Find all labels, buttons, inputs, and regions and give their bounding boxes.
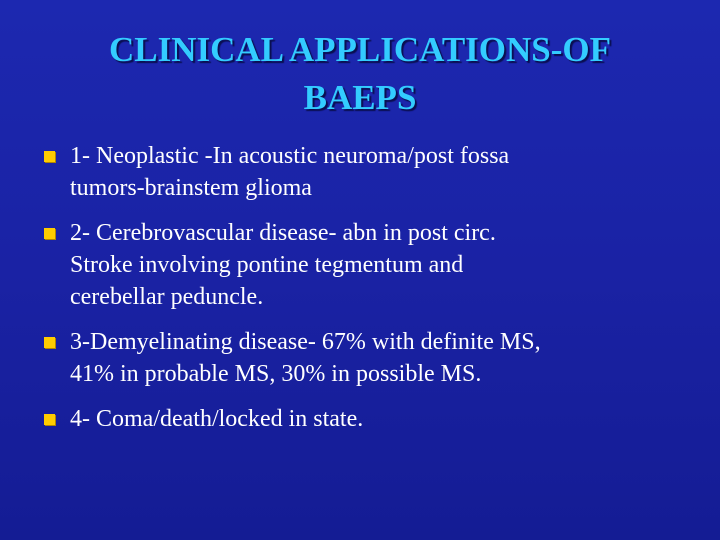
slide-title [40,26,680,122]
bullet-line: tumors-brainstem glioma [70,175,312,201]
bullet-line: 2- Cerebrovascular disease- abn in post circ. [70,220,496,246]
square-bullet-icon [44,337,55,348]
bullet-item-coma [40,403,690,435]
slide-title-line: BAEPS [303,78,417,117]
slide-title-line: CLINICAL APPLICATIONS-OF [108,30,612,69]
bullet-item-neoplastic [40,140,690,204]
bullet-line: 1- Neoplastic -In acoustic neuroma/post fossa [70,143,510,169]
bullet-line: 41% in probable MS, 30% in possible MS. [70,361,482,387]
square-bullet-icon [44,151,55,162]
bullet-item-demyelinating [40,326,690,390]
bullet-line: 3-Demyelinating disease- 67% with definite MS, [70,329,541,355]
bullet-line: cerebellar peduncle. [70,284,264,310]
bullet-line: 4- Coma/death/locked in state. [70,406,364,432]
bullet-item-cerebrovascular [40,217,690,313]
bullet-line: Stroke involving pontine tegmentum and [70,252,464,278]
square-bullet-icon [44,414,55,425]
square-bullet-icon [44,228,55,239]
bullet-list [40,140,690,448]
